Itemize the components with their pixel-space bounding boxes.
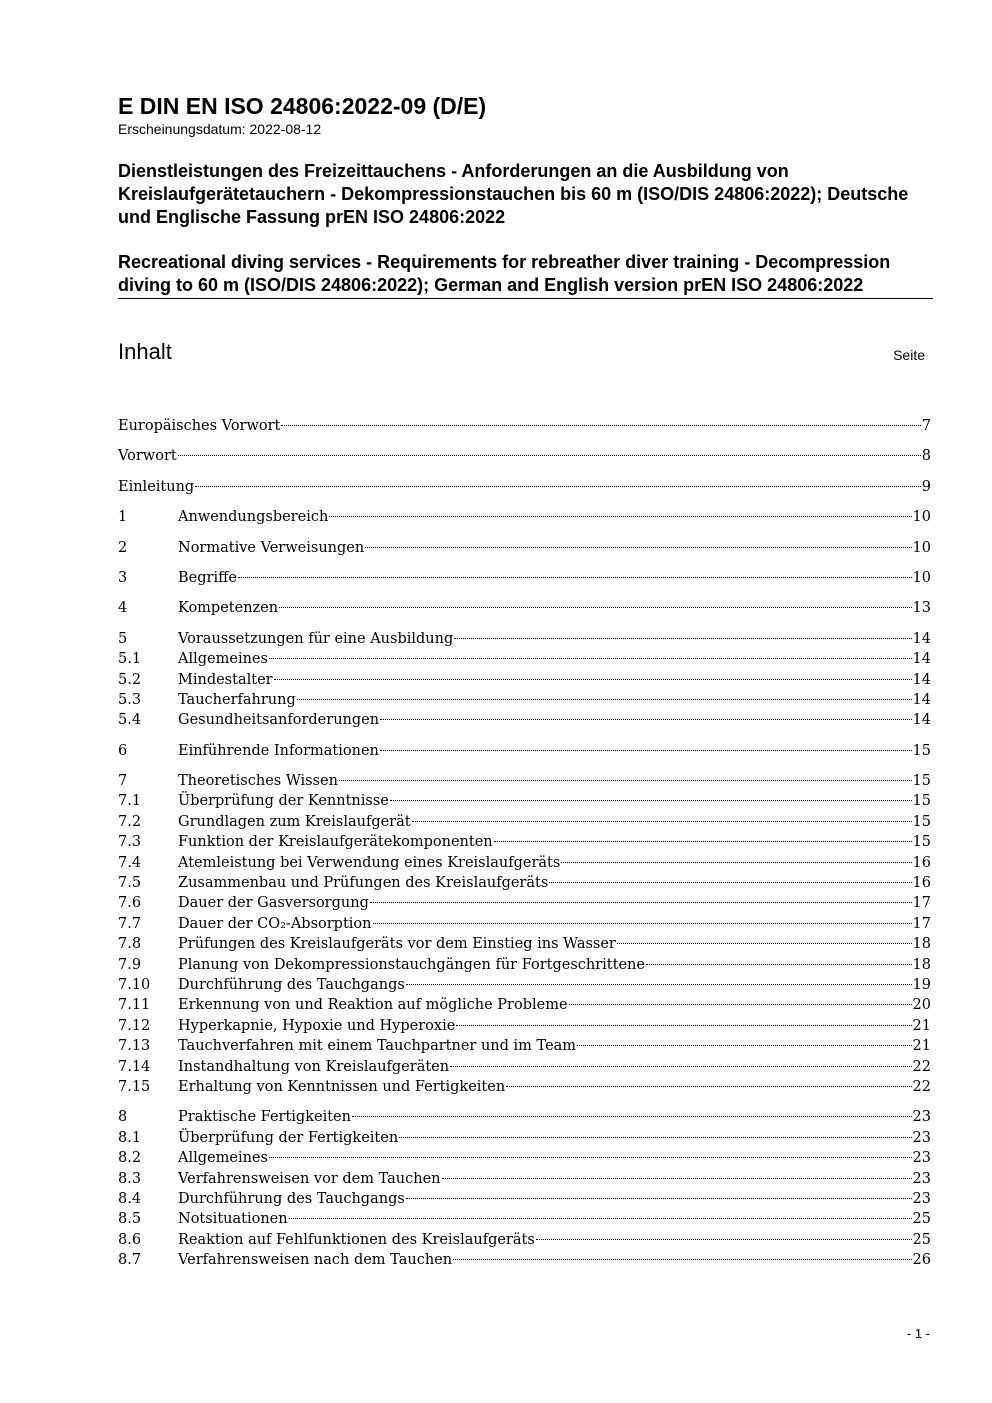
toc-dot-leader xyxy=(454,638,911,639)
toc-entry-page: 18 xyxy=(912,936,931,953)
toc-dot-leader xyxy=(373,923,912,924)
toc-entry-page: 14 xyxy=(912,712,931,729)
toc-dot-leader xyxy=(406,1198,912,1199)
toc-entry-number: 7.12 xyxy=(118,1017,151,1034)
toc-entry[interactable] xyxy=(118,1189,931,1209)
toc-entry-label[interactable]: Normative Verweisungen xyxy=(178,539,365,556)
toc-entry[interactable] xyxy=(118,832,931,852)
toc-entry-page: 26 xyxy=(912,1252,931,1269)
toc-entry-number: 7.4 xyxy=(118,854,142,871)
toc-entry-label[interactable]: Verfahrensweisen vor dem Tauchen xyxy=(178,1170,441,1187)
page-number: - 1 - xyxy=(906,1326,930,1341)
toc-entry-number: 2 xyxy=(118,539,128,556)
toc-entry[interactable] xyxy=(118,629,931,649)
toc-entry-page: 13 xyxy=(912,600,931,617)
toc-entry[interactable] xyxy=(118,1057,931,1077)
toc-dot-leader xyxy=(339,780,912,781)
toc-entry-page: 10 xyxy=(912,569,931,586)
toc-entry-number: 7.7 xyxy=(118,915,142,932)
toc-entry-number: 8.1 xyxy=(118,1129,142,1146)
toc-entry-number: 8.6 xyxy=(118,1231,142,1248)
toc-entry[interactable] xyxy=(118,1169,931,1189)
toc-page-column-label: Seite xyxy=(893,347,925,363)
toc-dot-leader xyxy=(380,750,912,751)
toc-dot-leader xyxy=(453,1259,911,1260)
toc-entry-page: 15 xyxy=(912,742,931,759)
toc-entry-label[interactable]: Allgemeines xyxy=(178,651,268,668)
toc-entry-page: 25 xyxy=(912,1211,931,1228)
toc-entry-label[interactable]: Prüfungen des Kreislaufgeräts vor dem Einstieg ins Wasser xyxy=(178,936,616,953)
toc-entry-label[interactable]: Erkennung von und Reaktion auf mögliche Probleme xyxy=(178,997,568,1014)
toc-entry-number: 5 xyxy=(118,630,128,647)
toc-entry[interactable] xyxy=(118,975,931,995)
toc-entry-page: 23 xyxy=(912,1190,931,1207)
toc-entry[interactable] xyxy=(118,690,931,710)
toc-dot-leader xyxy=(569,1004,912,1005)
toc-entry-label[interactable]: Verfahrensweisen nach dem Tauchen xyxy=(178,1252,453,1269)
document-header xyxy=(118,92,933,369)
toc-dot-leader xyxy=(456,1025,911,1026)
title-english: Recreational diving services - Requirements for rebreather diver training - Decompression diving to 60 m (ISO/DIS 24806:2022); German and English version prEN ISO 24806:2022 xyxy=(118,251,933,299)
toc-entry[interactable] xyxy=(118,853,931,873)
toc-entry[interactable] xyxy=(118,507,931,527)
toc-entry[interactable] xyxy=(118,446,931,466)
toc-entry-page: 23 xyxy=(912,1150,931,1167)
toc-entry[interactable] xyxy=(118,670,931,690)
toc-dot-leader xyxy=(274,679,912,680)
toc-entry-label[interactable]: Einleitung xyxy=(118,478,195,495)
toc-entry-label[interactable]: Vorwort xyxy=(118,448,177,465)
toc-entry[interactable] xyxy=(118,416,931,436)
toc-entry[interactable] xyxy=(118,1128,931,1148)
toc-entry[interactable] xyxy=(118,873,931,893)
toc-entry-number: 7.13 xyxy=(118,1038,151,1055)
toc-entry-number: 7.5 xyxy=(118,875,142,892)
toc-entry-label[interactable]: Dauer der Gasversorgung xyxy=(178,895,369,912)
toc-entry[interactable] xyxy=(118,1148,931,1168)
document-id: E DIN EN ISO 24806:2022-09 (D/E) xyxy=(118,93,487,119)
toc-entry[interactable] xyxy=(118,1016,931,1036)
toc-dot-leader xyxy=(279,607,911,608)
toc-entry-label[interactable]: Mindestalter xyxy=(178,671,273,688)
toc-dot-leader xyxy=(281,425,920,426)
toc-entry-label[interactable]: Planung von Dekompressionstauchgängen für Fortgeschrittene xyxy=(178,956,645,973)
toc-dot-leader xyxy=(577,1045,912,1046)
toc-entry-number: 5.4 xyxy=(118,712,142,729)
toc-dot-leader xyxy=(390,800,912,801)
toc-dot-leader xyxy=(617,943,912,944)
toc-entry-number: 7 xyxy=(118,773,128,790)
toc-entry-label[interactable]: Notsituationen xyxy=(178,1211,288,1228)
toc-entry-page: 9 xyxy=(921,478,931,495)
toc-entry-page: 14 xyxy=(912,630,931,647)
toc-entry-label[interactable]: Erhaltung von Kenntnissen und Fertigkeiten xyxy=(178,1078,506,1095)
toc-entry-label[interactable]: Kompetenzen xyxy=(178,600,279,617)
toc-dot-leader xyxy=(412,821,912,822)
toc-entry-page: 15 xyxy=(912,793,931,810)
toc-dot-leader xyxy=(549,882,911,883)
toc-entry-label[interactable]: Grundlagen zum Kreislaufgerät xyxy=(178,813,411,830)
toc-entry-number: 7.8 xyxy=(118,936,142,953)
toc-entry[interactable] xyxy=(118,538,931,558)
toc-entry-page: 16 xyxy=(912,875,931,892)
toc-entry-label[interactable]: Theoretisches Wissen xyxy=(178,773,338,790)
toc-entry[interactable] xyxy=(118,955,931,975)
toc-dot-leader xyxy=(195,486,921,487)
toc-entry-page: 19 xyxy=(912,976,931,993)
toc-entry-page: 7 xyxy=(921,418,931,434)
toc-entry-number: 8.4 xyxy=(118,1190,142,1207)
toc-entry-label[interactable]: Durchführung des Tauchgangs xyxy=(178,976,405,993)
toc-header xyxy=(118,339,933,369)
toc-dot-leader xyxy=(269,1157,912,1158)
toc-entry-number: 7.10 xyxy=(118,976,151,993)
toc-entry-page: 23 xyxy=(912,1109,931,1126)
toc-entry-label[interactable]: Reaktion auf Fehlfunktionen des Kreislaufgeräts xyxy=(178,1231,535,1248)
issue-date: Erscheinungsdatum: 2022-08-12 xyxy=(118,121,322,137)
toc-entry-page: 22 xyxy=(912,1078,931,1095)
toc-dot-leader xyxy=(289,1218,912,1219)
toc-entry-page: 23 xyxy=(912,1129,931,1146)
toc-entry-page: 22 xyxy=(912,1058,931,1075)
toc-entry-label[interactable]: Hyperkapnie, Hypoxie und Hyperoxie xyxy=(178,1017,456,1034)
toc-entry-page: 21 xyxy=(912,1038,931,1055)
toc-entry[interactable] xyxy=(118,934,931,954)
toc-dot-leader xyxy=(442,1178,912,1179)
toc-entry-number: 5.2 xyxy=(118,671,142,688)
toc-entry-page: 17 xyxy=(912,915,931,932)
toc-entry-number: 8.3 xyxy=(118,1170,142,1187)
toc-dot-leader xyxy=(238,577,912,578)
toc-entry-page: 14 xyxy=(912,651,931,668)
toc-entry[interactable] xyxy=(118,1077,931,1097)
toc-entry[interactable] xyxy=(118,914,931,934)
toc-entry-number: 3 xyxy=(118,569,128,586)
toc-entry[interactable] xyxy=(118,893,931,913)
toc-entry-label[interactable]: Atemleistung bei Verwendung eines Kreislaufgeräts xyxy=(178,854,561,871)
title-german: Dienstleistungen des Freizeittauchens - Anforderungen an die Ausbildung von Kreislaufgerätetauchern - Dekompressionstauchen bis 60 m (ISO/DIS 24806:2022); Deutsche und Englische Fassung prEN ISO 24806:2022 xyxy=(118,161,909,227)
toc-entry-label[interactable]: Durchführung des Tauchgangs xyxy=(178,1190,405,1207)
toc-entry[interactable] xyxy=(118,598,931,618)
toc-entry-number: 6 xyxy=(118,742,128,759)
toc-dot-leader xyxy=(536,1239,912,1240)
toc-entry-label[interactable]: Europäisches Vorwort xyxy=(118,418,281,434)
toc-dot-leader xyxy=(370,902,912,903)
toc-entry-page: 15 xyxy=(912,773,931,790)
toc-entry-number: 8.2 xyxy=(118,1150,142,1167)
toc-entry[interactable] xyxy=(118,1209,931,1229)
toc-entry[interactable] xyxy=(118,771,931,791)
toc-entry-number: 7.6 xyxy=(118,895,142,912)
toc-entry[interactable] xyxy=(118,477,931,497)
toc-entry-label[interactable]: Anwendungsbereich xyxy=(178,509,329,526)
toc-entry-number: 7.1 xyxy=(118,793,142,810)
toc-entry-page: 25 xyxy=(912,1231,931,1248)
toc-dot-leader xyxy=(406,984,912,985)
toc-entry-page: 18 xyxy=(912,956,931,973)
toc-dot-leader xyxy=(450,1066,911,1067)
toc-dot-leader xyxy=(297,699,912,700)
toc-entry-label[interactable]: Taucherfahrung xyxy=(178,691,296,708)
toc-dot-leader xyxy=(365,547,911,548)
toc-entry[interactable] xyxy=(118,1230,931,1250)
toc-entry-page: 21 xyxy=(912,1017,931,1034)
toc-entry-page: 14 xyxy=(912,691,931,708)
toc-entry-number: 8 xyxy=(118,1109,128,1126)
toc-dot-leader xyxy=(178,455,921,456)
toc-dot-leader xyxy=(380,719,911,720)
toc-dot-leader xyxy=(329,516,911,517)
toc-entry-page: 14 xyxy=(912,671,931,688)
toc-entry-page: 17 xyxy=(912,895,931,912)
toc-entry-number: 5.3 xyxy=(118,691,142,708)
toc-entry-page: 15 xyxy=(912,813,931,830)
toc-entry-label[interactable]: Tauchverfahren mit einem Tauchpartner und im Team xyxy=(178,1038,577,1055)
toc-entry-label[interactable]: Einführende Informationen xyxy=(178,742,379,759)
toc-entry-number: 7.3 xyxy=(118,834,142,851)
toc-entry-number: 7.11 xyxy=(118,997,151,1014)
toc-entry[interactable] xyxy=(118,812,931,832)
toc-dot-leader xyxy=(506,1086,911,1087)
toc-entry-number: 7.2 xyxy=(118,813,142,830)
toc-entry-number: 8.7 xyxy=(118,1252,142,1269)
toc-entry-number: 7.14 xyxy=(118,1058,151,1075)
toc-entry[interactable] xyxy=(118,710,931,730)
toc-entry-label[interactable]: Voraussetzungen für eine Ausbildung xyxy=(178,630,454,647)
toc-entry-label[interactable]: Allgemeines xyxy=(178,1150,268,1167)
toc-entry-number: 4 xyxy=(118,600,128,617)
toc-entry-number: 7.9 xyxy=(118,956,142,973)
toc-entry[interactable] xyxy=(118,995,931,1015)
toc-entry-label[interactable]: Zusammenbau und Prüfungen des Kreislaufgeräts xyxy=(178,875,549,892)
toc-entry-label[interactable]: Begriffe xyxy=(178,569,237,586)
toc-entry[interactable] xyxy=(118,791,931,811)
toc-entry-label[interactable]: Dauer der CO₂-Absorption xyxy=(178,915,372,932)
toc-entry-page: 15 xyxy=(912,834,931,851)
toc-entry[interactable] xyxy=(118,1107,931,1127)
toc-entry-page: 10 xyxy=(912,539,931,556)
toc-entry-label[interactable]: Funktion der Kreislaufgerätekomponenten xyxy=(178,834,493,851)
toc-entry-label[interactable]: Praktische Fertigkeiten xyxy=(178,1109,351,1126)
toc-dot-leader xyxy=(646,964,912,965)
toc-heading: Inhalt xyxy=(118,339,172,364)
toc-entry[interactable] xyxy=(118,741,931,761)
toc-dot-leader xyxy=(352,1116,912,1117)
toc-entry-number: 5.1 xyxy=(118,651,142,668)
toc-entry[interactable] xyxy=(118,649,931,669)
toc-dot-leader xyxy=(269,658,912,659)
toc-entry-number: 8.5 xyxy=(118,1211,142,1228)
toc-entry[interactable] xyxy=(118,1036,931,1056)
toc-entry-number: 7.15 xyxy=(118,1078,151,1095)
toc-entry-page: 16 xyxy=(912,854,931,871)
toc-entry-label[interactable]: Gesundheitsanforderungen xyxy=(178,712,380,729)
toc-entry[interactable] xyxy=(118,568,931,588)
toc-entry-page: 23 xyxy=(912,1170,931,1187)
table-of-contents xyxy=(118,416,931,1270)
toc-dot-leader xyxy=(561,862,911,863)
toc-entry-label[interactable]: Instandhaltung von Kreislaufgeräten xyxy=(178,1058,450,1075)
toc-entry-page: 8 xyxy=(921,448,931,465)
toc-entry-page: 10 xyxy=(912,509,931,526)
toc-entry-label[interactable]: Überprüfung der Kenntnisse xyxy=(178,793,389,810)
toc-entry[interactable] xyxy=(118,1250,931,1270)
toc-dot-leader xyxy=(494,841,912,842)
toc-entry-number: 1 xyxy=(118,509,128,526)
toc-dot-leader xyxy=(399,1137,911,1138)
toc-entry-page: 20 xyxy=(912,997,931,1014)
toc-entry-label[interactable]: Überprüfung der Fertigkeiten xyxy=(178,1129,399,1146)
